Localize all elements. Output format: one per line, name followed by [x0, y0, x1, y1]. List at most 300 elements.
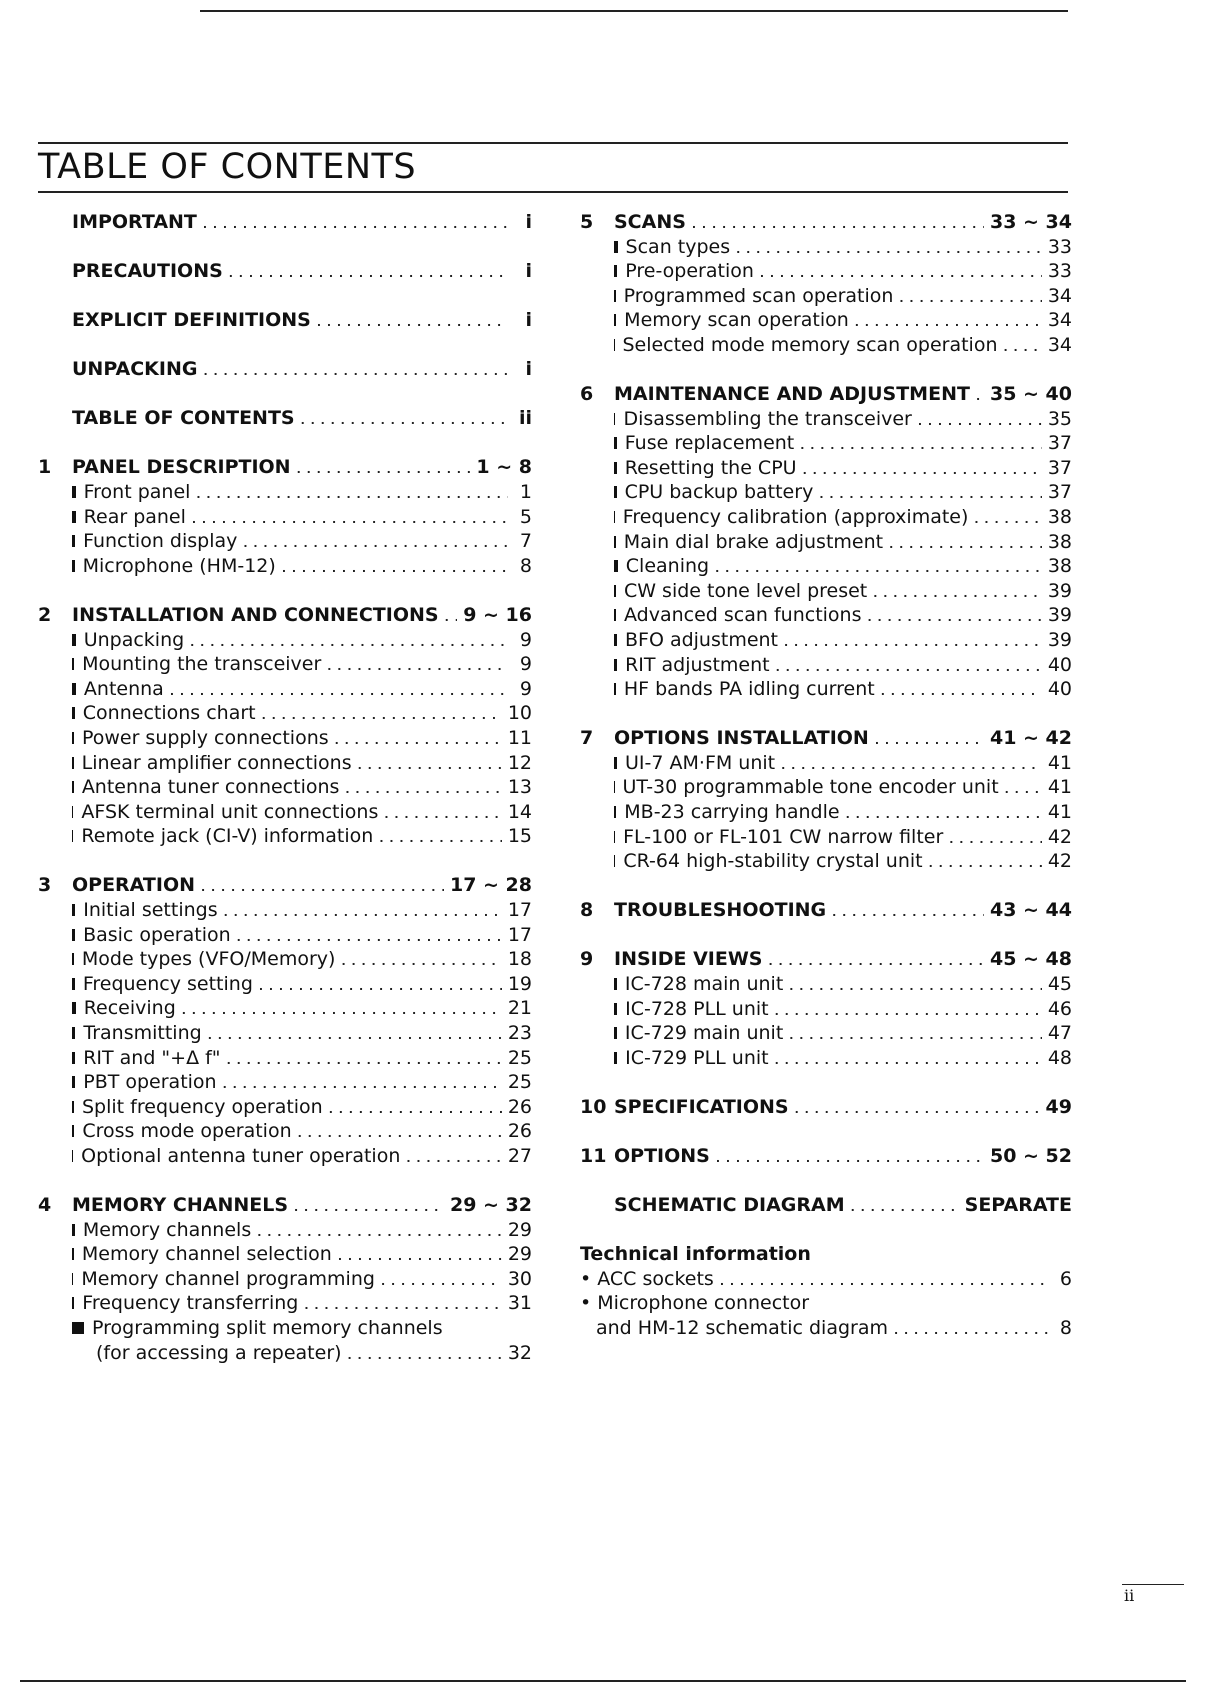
- square-bullet-icon: [614, 1027, 617, 1039]
- toc-subentry: [38, 1267, 532, 1292]
- entry-title: TABLE OF CONTENTS: [72, 407, 295, 430]
- dot-leader: [949, 825, 1042, 853]
- dot-leader: [781, 751, 1042, 779]
- page-reference: 17 ~ 28: [449, 874, 532, 897]
- page-reference: 33: [1047, 235, 1072, 258]
- dot-leader: [358, 751, 502, 779]
- dot-leader: [294, 1193, 444, 1221]
- square-bullet-icon: [72, 1027, 75, 1039]
- page-reference: 6: [1059, 1267, 1072, 1290]
- toc-subentry: [38, 677, 532, 702]
- entry-title: Basic operation: [83, 923, 231, 946]
- page-reference: 33: [1047, 260, 1072, 283]
- dot-leader: [894, 1316, 1048, 1344]
- toc-subentry: [580, 603, 1072, 628]
- entry-title: Power supply connections: [81, 726, 329, 749]
- toc-subentry: [580, 579, 1072, 604]
- dot-leader: [819, 480, 1042, 508]
- dot-leader: [846, 800, 1042, 828]
- square-bullet-icon: [614, 659, 617, 671]
- square-bullet-icon: [72, 658, 74, 670]
- square-bullet-icon: [614, 1003, 617, 1015]
- toc-chapter-entry: [580, 726, 1072, 751]
- toc-subentry: [38, 1070, 532, 1095]
- entry-title: Initial settings: [83, 898, 218, 921]
- dot-leader: [875, 726, 984, 754]
- page-reference: 38: [1047, 506, 1072, 529]
- square-bullet-icon: [72, 904, 75, 916]
- page-reference: 21: [507, 997, 532, 1020]
- toc-subentry: [38, 726, 532, 751]
- toc-subentry: [38, 1021, 532, 1046]
- dot-leader: [768, 947, 983, 975]
- section-gap: [580, 358, 1072, 383]
- toc-subentry: [38, 1119, 532, 1144]
- toc-subentry: [580, 308, 1072, 333]
- entry-title: IMPORTANT: [72, 211, 197, 233]
- entry-title: Memory channel programming: [81, 1267, 375, 1290]
- section-gap: [38, 235, 532, 260]
- page-reference: 40: [1047, 678, 1072, 701]
- entry-title: MEMORY CHANNELS: [72, 1194, 289, 1216]
- section-gap: [580, 1169, 1072, 1194]
- toc-subentry: [580, 1021, 1072, 1046]
- page-reference: 25: [507, 1071, 532, 1094]
- square-bullet-icon: [72, 1248, 74, 1260]
- page-reference: 35 ~ 40: [989, 383, 1072, 406]
- toc-chapter-entry: [580, 1144, 1072, 1169]
- page-reference: 17: [507, 898, 532, 921]
- dot-leader: [182, 996, 502, 1024]
- toc-subentry: [580, 628, 1072, 653]
- dot-leader: [203, 210, 508, 238]
- square-bullet-icon: [614, 290, 616, 302]
- page-reference: 34: [1047, 284, 1072, 307]
- entry-title: Linear amplifier connections: [81, 751, 352, 774]
- dot-leader: [345, 775, 501, 803]
- page-reference: 46: [1047, 997, 1072, 1020]
- dot-leader: [329, 1095, 502, 1123]
- toc-subentry: [38, 1242, 532, 1267]
- toc-chapter-entry: [38, 455, 532, 480]
- toc-subentry: [580, 530, 1072, 555]
- entry-title: TROUBLESHOOTING: [614, 899, 827, 922]
- page-reference: SEPARATE: [964, 1194, 1072, 1217]
- entry-title: IC-729 PLL unit: [625, 1046, 769, 1069]
- dot-leader: [223, 1070, 502, 1098]
- entry-title: CPU backup battery: [624, 481, 814, 504]
- square-bullet-icon: [72, 535, 75, 547]
- dot-leader: [237, 923, 502, 951]
- entry-title: Mounting the transceiver: [82, 653, 322, 676]
- chapter-number: 7: [580, 727, 594, 750]
- dot-leader: [224, 898, 502, 926]
- square-bullet-icon: [72, 486, 76, 498]
- dot-leader: [445, 603, 458, 631]
- square-bullet-icon: [72, 732, 74, 744]
- entry-title: IC-728 PLL unit: [625, 997, 769, 1020]
- toc-subentry: [38, 652, 532, 677]
- dot-leader: [918, 407, 1042, 435]
- page-reference: 17: [507, 923, 532, 946]
- entry-title: Scan types: [625, 235, 731, 258]
- page-reference: 5: [519, 505, 532, 528]
- toc-subentry: [38, 554, 532, 579]
- entry-title: Disassembling the transceiver: [623, 407, 912, 430]
- page-reference: 23: [507, 1021, 532, 1044]
- dot-leader: [976, 382, 984, 410]
- entry-title: MB-23 carrying handle: [624, 801, 840, 824]
- page-reference: 1: [519, 481, 532, 504]
- entry-title: Frequency transferring: [82, 1292, 299, 1315]
- entry-title: OPERATION: [72, 874, 195, 897]
- entry-title: MAINTENANCE AND ADJUSTMENT: [614, 383, 970, 406]
- dot-leader: [257, 1218, 502, 1246]
- dot-leader: [227, 1046, 502, 1074]
- dot-leader: [298, 1119, 502, 1147]
- square-bullet-icon: [72, 1273, 73, 1285]
- page-reference: 26: [507, 1095, 532, 1118]
- square-bullet-icon: [72, 1076, 75, 1088]
- dot-leader: [304, 1291, 501, 1319]
- entry-title: Rear panel: [83, 505, 186, 528]
- square-bullet-icon: [614, 609, 616, 621]
- section-gap: [580, 1120, 1072, 1145]
- page-reference: 9: [519, 628, 532, 651]
- page-number: ii: [1124, 1586, 1135, 1605]
- page-reference: 32: [507, 1341, 532, 1364]
- page-reference: 41: [1047, 801, 1072, 824]
- dot-leader: [301, 406, 508, 434]
- entry-title: RIT and "+Δ f": [83, 1046, 221, 1069]
- dot-leader: [775, 997, 1042, 1025]
- chapter-number: 8: [580, 899, 594, 922]
- chapter-number: 10: [580, 1095, 607, 1118]
- square-bullet-icon: [72, 830, 73, 842]
- page-reference: 33 ~ 34: [989, 211, 1072, 233]
- square-bullet-icon: [72, 560, 75, 572]
- entry-title: Antenna tuner connections: [81, 776, 340, 799]
- toc-right-column: [580, 210, 1072, 1341]
- entry-title: Frequency setting: [82, 972, 253, 995]
- toc-chapter-entry: [580, 210, 1072, 235]
- entry-title: • ACC sockets: [580, 1267, 714, 1290]
- entry-title: Transmitting: [83, 1021, 202, 1044]
- dot-leader: [341, 947, 501, 975]
- square-bullet-icon: [72, 1125, 74, 1137]
- page-reference: i: [525, 358, 532, 381]
- dot-leader: [384, 800, 501, 828]
- dot-leader: [720, 1267, 1048, 1295]
- dot-leader: [259, 972, 502, 1000]
- square-bullet-icon: [72, 806, 73, 818]
- dot-leader: [715, 554, 1042, 582]
- square-bullet-icon: [614, 1052, 617, 1064]
- toc-chapter-entry: [580, 898, 1072, 923]
- toc-subentry: [580, 235, 1072, 260]
- page-reference: 42: [1047, 850, 1072, 873]
- dot-leader: [208, 1021, 502, 1049]
- dot-leader: [406, 1144, 501, 1172]
- square-bullet-icon: [72, 1322, 84, 1334]
- page-reference: 14: [507, 800, 532, 823]
- toc-bullet-entry: [580, 1291, 1072, 1316]
- dot-leader: [736, 235, 1042, 263]
- entry-title: UNPACKING: [72, 358, 198, 381]
- dot-leader: [868, 603, 1042, 631]
- toc-chapter-entry: [38, 308, 532, 333]
- square-bullet-icon: [72, 953, 74, 965]
- page-reference: 10: [507, 702, 532, 725]
- dot-leader: [775, 1046, 1042, 1074]
- square-bullet-icon: [614, 683, 616, 695]
- page-reference: 45: [1047, 973, 1072, 996]
- section-gap: [580, 1070, 1072, 1095]
- dot-leader: [795, 1095, 1040, 1123]
- page-reference: 35: [1047, 407, 1072, 430]
- entry-title: Memory channels: [82, 1218, 252, 1241]
- dot-leader: [381, 1267, 502, 1295]
- toc-subentry: [38, 480, 532, 505]
- entry-title: Memory scan operation: [624, 309, 849, 332]
- toc-subentry: [38, 1291, 532, 1316]
- toc-subentry-continuation: [38, 1341, 532, 1366]
- page-reference: 49: [1045, 1095, 1072, 1118]
- square-bullet-icon: [614, 265, 617, 277]
- dot-leader: [262, 701, 502, 729]
- page-reference: 25: [507, 1046, 532, 1069]
- entry-title: CR-64 high-stability crystal unit: [623, 850, 923, 873]
- toc-subentry: [38, 1218, 532, 1243]
- dot-leader: [190, 628, 508, 656]
- entry-title: IC-729 main unit: [624, 1022, 784, 1045]
- toc-chapter-entry: [38, 406, 532, 431]
- dot-leader: [899, 284, 1041, 312]
- entry-title: HF bands PA idling current: [623, 678, 875, 701]
- entry-title: UI-7 AM·FM unit: [625, 751, 776, 774]
- toc-chapter-entry: [580, 1095, 1072, 1120]
- square-bullet-icon: [614, 241, 618, 253]
- dot-leader: [379, 824, 501, 852]
- square-bullet-icon: [614, 855, 615, 867]
- entry-title: Split frequency operation: [82, 1095, 323, 1118]
- toc-subentry: [580, 825, 1072, 850]
- toc-subentry: [38, 628, 532, 653]
- toc-subentry: [38, 1095, 532, 1120]
- page-reference: 27: [507, 1144, 532, 1167]
- dot-leader: [784, 628, 1042, 656]
- dot-leader: [243, 529, 508, 557]
- section-gap: [38, 1169, 532, 1194]
- entry-title: Pre-operation: [625, 260, 754, 283]
- page-reference: 29: [507, 1218, 532, 1241]
- entry-title: Cleaning: [625, 555, 710, 578]
- toc-subentry: [580, 997, 1072, 1022]
- toc-chapter-entry: [580, 382, 1072, 407]
- square-bullet-icon: [72, 634, 76, 646]
- square-bullet-icon: [72, 511, 76, 523]
- page-reference: 26: [507, 1120, 532, 1143]
- page-reference: 45 ~ 48: [989, 948, 1072, 971]
- toc-subentry: [580, 751, 1072, 776]
- page-reference: 41 ~ 42: [989, 727, 1072, 750]
- entry-title: Antenna: [83, 677, 164, 700]
- page-reference: 9: [519, 677, 532, 700]
- entry-title: Remote jack (CI-V) information: [81, 825, 374, 848]
- square-bullet-icon: [614, 511, 615, 523]
- page-reference: 8: [519, 554, 532, 577]
- section-gap: [580, 1218, 1072, 1243]
- toc-chapter-entry: [38, 1193, 532, 1218]
- toc-subentry: [38, 996, 532, 1021]
- square-bullet-icon: [72, 1297, 74, 1309]
- toc-subentry: [38, 824, 532, 849]
- toc-subentry: [38, 800, 532, 825]
- page-reference: 41: [1047, 776, 1072, 799]
- section-gap: [38, 578, 532, 603]
- toc-subentry: [38, 1316, 532, 1341]
- entry-title: IC-728 main unit: [624, 973, 784, 996]
- chapter-number: 11: [580, 1145, 607, 1167]
- square-bullet-icon: [72, 978, 75, 990]
- toc-bullet-continuation: [580, 1316, 1072, 1341]
- entry-title: SPECIFICATIONS: [614, 1095, 789, 1118]
- title-rule-top: [38, 142, 1068, 144]
- page-reference: 38: [1047, 555, 1072, 578]
- page-reference: i: [525, 260, 532, 283]
- entry-title: Memory channel selection: [81, 1243, 332, 1266]
- entry-title: SCANS: [614, 211, 686, 233]
- toc-subentry: [38, 505, 532, 530]
- dot-leader: [974, 505, 1041, 533]
- entry-title: PBT operation: [83, 1071, 217, 1094]
- square-bullet-icon: [614, 486, 617, 498]
- dot-leader: [348, 1341, 502, 1369]
- section-gap: [580, 923, 1072, 948]
- page-reference: 37: [1047, 481, 1072, 504]
- page-reference: 8: [1059, 1316, 1072, 1339]
- square-bullet-icon: [72, 707, 75, 719]
- page-reference: 39: [1047, 579, 1072, 602]
- entry-title: OPTIONS: [614, 1145, 710, 1167]
- page-reference: 39: [1047, 629, 1072, 651]
- chapter-number: 3: [38, 874, 52, 897]
- page-reference: 43 ~ 44: [989, 899, 1072, 922]
- entry-title: EXPLICIT DEFINITIONS: [72, 309, 311, 332]
- section-gap: [38, 849, 532, 874]
- square-bullet-icon: [72, 781, 74, 793]
- toc-subentry: [580, 333, 1072, 358]
- toc-subentry: [38, 972, 532, 997]
- square-bullet-icon: [614, 560, 618, 572]
- square-bullet-icon: [614, 314, 616, 326]
- dot-leader: [317, 308, 508, 336]
- title-rule-bottom: [38, 191, 1068, 193]
- square-bullet-icon: [72, 1224, 75, 1236]
- folio-rule: [1122, 1584, 1184, 1585]
- entry-title: FL-100 or FL-101 CW narrow filter: [623, 825, 944, 848]
- dot-leader: [716, 1144, 984, 1172]
- chapter-number: 1: [38, 456, 52, 479]
- toc-subentry: [38, 1144, 532, 1169]
- entry-title: Frequency calibration (approximate): [622, 506, 969, 529]
- entry-title: OPTIONS INSTALLATION: [614, 727, 869, 750]
- page-reference: 42: [1047, 825, 1072, 848]
- entry-title: Advanced scan functions: [624, 604, 862, 627]
- dot-leader: [229, 259, 508, 287]
- entry-title: Unpacking: [83, 628, 185, 651]
- section-gap: [38, 431, 532, 456]
- toc-subentry: [580, 653, 1072, 678]
- toc-subentry: [580, 259, 1072, 284]
- toc-subentry: [580, 456, 1072, 481]
- toc-chapter-entry: [38, 259, 532, 284]
- dot-leader: [1005, 775, 1042, 803]
- toc-subentry: [38, 751, 532, 776]
- square-bullet-icon: [614, 757, 617, 769]
- entry-title: Selected mode memory scan operation: [622, 333, 998, 356]
- dot-leader: [776, 653, 1042, 681]
- entry-title: Optional antenna tuner operation: [81, 1144, 401, 1167]
- square-bullet-icon: [614, 536, 616, 548]
- toc-left-column: [38, 210, 532, 1365]
- page-reference: 48: [1047, 1046, 1072, 1069]
- entry-title: UT-30 programmable tone encoder unit: [622, 776, 999, 799]
- square-bullet-icon: [614, 978, 617, 990]
- page-reference: 40: [1047, 653, 1072, 676]
- bottom-rule: [20, 1680, 1186, 1682]
- toc-chapter-entry: [38, 873, 532, 898]
- toc-subentry: [580, 505, 1072, 530]
- page-reference: i: [525, 309, 532, 332]
- square-bullet-icon: [614, 634, 617, 646]
- page-reference: 29: [507, 1243, 532, 1266]
- page-reference: 37: [1047, 432, 1072, 455]
- dot-leader: [196, 480, 508, 508]
- page-reference: 13: [507, 776, 532, 799]
- toc-subentry: [580, 554, 1072, 579]
- entry-title: AFSK terminal unit connections: [81, 800, 379, 823]
- page-reference: 41: [1047, 751, 1072, 774]
- dot-leader: [855, 308, 1042, 336]
- toc-subentry: [38, 1046, 532, 1071]
- section-heading: Technical information: [580, 1243, 811, 1266]
- page-reference: 12: [507, 751, 532, 774]
- square-bullet-icon: [72, 1150, 73, 1162]
- toc-subentry: [580, 800, 1072, 825]
- toc-subentry: [580, 480, 1072, 505]
- toc-subentry: [38, 775, 532, 800]
- square-bullet-icon: [72, 929, 75, 941]
- square-bullet-icon: [72, 757, 74, 769]
- entry-title: CW side tone level preset: [623, 579, 868, 602]
- page-reference: 38: [1047, 530, 1072, 553]
- section-gap: [38, 284, 532, 309]
- dot-leader: [873, 579, 1042, 607]
- page-reference: 19: [507, 972, 532, 995]
- toc-subentry: [38, 947, 532, 972]
- toc-subentry: [580, 849, 1072, 874]
- section-gap: [580, 702, 1072, 727]
- chapter-number: 2: [38, 603, 52, 626]
- entry-title: SCHEMATIC DIAGRAM: [614, 1194, 845, 1217]
- entry-title: and HM-12 schematic diagram: [596, 1316, 888, 1339]
- dot-leader: [297, 455, 471, 483]
- page-reference: 11: [507, 726, 532, 749]
- entry-title: Mode types (VFO/Memory): [81, 948, 336, 971]
- entry-title: Front panel: [83, 481, 191, 504]
- entry-title: Connections chart: [82, 702, 256, 725]
